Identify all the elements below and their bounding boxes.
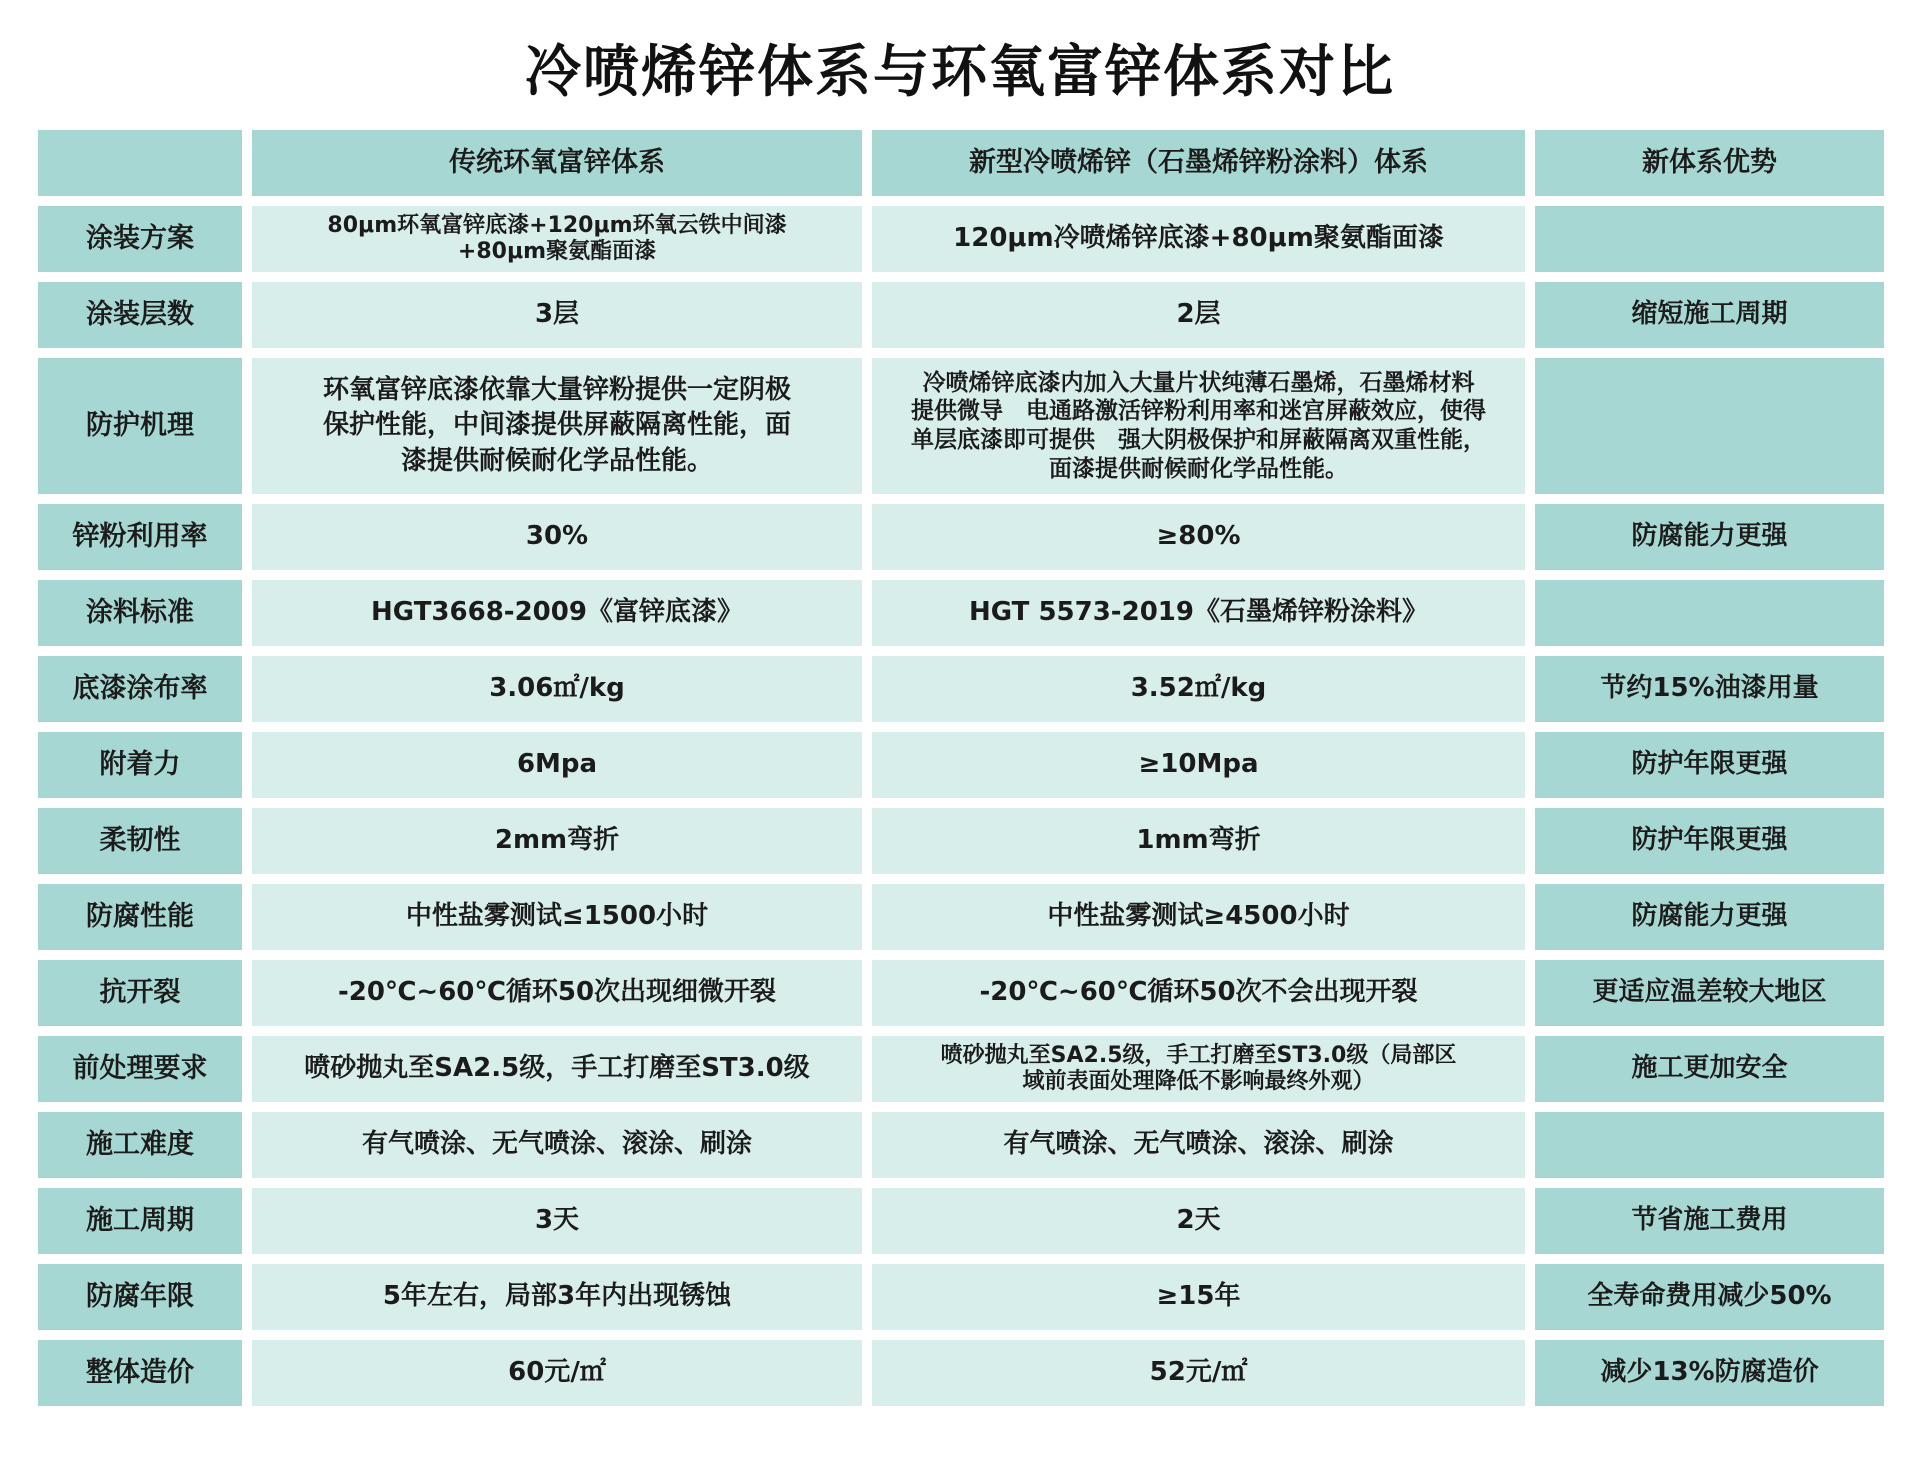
traditional-cell: 喷砂抛丸至SA2.5级，手工打磨至ST3.0级	[252, 1036, 862, 1102]
traditional-cell: 3层	[252, 282, 862, 348]
advantage-cell	[1535, 1112, 1884, 1178]
new-cell: -20℃~60℃循环50次不会出现开裂	[872, 960, 1525, 1026]
page-title: 冷喷烯锌体系与环氧富锌体系对比	[525, 40, 1395, 105]
advantage-cell	[1535, 206, 1884, 272]
traditional-cell: 环氧富锌底漆依靠大量锌粉提供一定阴极 保护性能，中间漆提供屏蔽隔离性能，面 漆提供耐候耐化学品性能。	[252, 358, 862, 494]
new-cell: 1mm弯折	[872, 808, 1525, 874]
traditional-cell: 6Mpa	[252, 732, 862, 798]
advantage-cell	[1535, 580, 1884, 646]
row-label: 底漆涂布率	[38, 656, 242, 722]
advantage-cell: 减少13%防腐造价	[1535, 1340, 1884, 1406]
row-label: 锌粉利用率	[38, 504, 242, 570]
new-cell: 3.52㎡/kg	[872, 656, 1525, 722]
advantage-cell: 缩短施工周期	[1535, 282, 1884, 348]
advantage-cell: 防护年限更强	[1535, 808, 1884, 874]
new-cell: 中性盐雾测试≥4500小时	[872, 884, 1525, 950]
traditional-cell: 80μm环氧富锌底漆+120μm环氧云铁中间漆 +80μm聚氨酯面漆	[252, 206, 862, 272]
row-label: 防腐年限	[38, 1264, 242, 1330]
new-cell: 2天	[872, 1188, 1525, 1254]
traditional-cell: 60元/㎡	[252, 1340, 862, 1406]
row-label: 涂装层数	[38, 282, 242, 348]
header-blank	[38, 130, 242, 196]
advantage-cell: 防腐能力更强	[1535, 884, 1884, 950]
row-label: 涂料标准	[38, 580, 242, 646]
header-traditional: 传统环氧富锌体系	[252, 130, 862, 196]
traditional-cell: 3.06㎡/kg	[252, 656, 862, 722]
traditional-cell: 中性盐雾测试≤1500小时	[252, 884, 862, 950]
advantage-cell: 全寿命费用减少50%	[1535, 1264, 1884, 1330]
advantage-cell: 节省施工费用	[1535, 1188, 1884, 1254]
new-cell: 52元/㎡	[872, 1340, 1525, 1406]
advantage-cell: 更适应温差较大地区	[1535, 960, 1884, 1026]
advantage-cell	[1535, 358, 1884, 494]
row-label: 防腐性能	[38, 884, 242, 950]
traditional-cell: -20℃~60℃循环50次出现细微开裂	[252, 960, 862, 1026]
advantage-cell: 节约15%油漆用量	[1535, 656, 1884, 722]
new-cell: 120μm冷喷烯锌底漆+80μm聚氨酯面漆	[872, 206, 1525, 272]
header-advantage: 新体系优势	[1535, 130, 1884, 196]
comparison-table	[38, 130, 1882, 1406]
new-cell: 2层	[872, 282, 1525, 348]
traditional-cell: HGT3668-2009《富锌底漆》	[252, 580, 862, 646]
traditional-cell: 5年左右，局部3年内出现锈蚀	[252, 1264, 862, 1330]
row-label: 柔韧性	[38, 808, 242, 874]
traditional-cell: 30%	[252, 504, 862, 570]
new-cell: ≥10Mpa	[872, 732, 1525, 798]
new-cell: 喷砂抛丸至SA2.5级，手工打磨至ST3.0级（局部区 域前表面处理降低不影响最终外观）	[872, 1036, 1525, 1102]
new-cell: 有气喷涂、无气喷涂、滚涂、刷涂	[872, 1112, 1525, 1178]
row-label: 附着力	[38, 732, 242, 798]
row-label: 施工难度	[38, 1112, 242, 1178]
traditional-cell: 2mm弯折	[252, 808, 862, 874]
row-label: 防护机理	[38, 358, 242, 494]
new-cell: 冷喷烯锌底漆内加入大量片状纯薄石墨烯，石墨烯材料 提供微导 电通路激活锌粉利用率和迷宫屏蔽效应，使得 单层底漆即可提供 强大阴极保护和屏蔽隔离双重性能， 面漆提供耐候耐化学品性能。	[872, 358, 1525, 494]
traditional-cell: 有气喷涂、无气喷涂、滚涂、刷涂	[252, 1112, 862, 1178]
header-new: 新型冷喷烯锌（石墨烯锌粉涂料）体系	[872, 130, 1525, 196]
row-label: 涂装方案	[38, 206, 242, 272]
advantage-cell: 防护年限更强	[1535, 732, 1884, 798]
row-label: 整体造价	[38, 1340, 242, 1406]
advantage-cell: 防腐能力更强	[1535, 504, 1884, 570]
new-cell: ≥80%	[872, 504, 1525, 570]
advantage-cell: 施工更加安全	[1535, 1036, 1884, 1102]
new-cell: HGT 5573-2019《石墨烯锌粉涂料》	[872, 580, 1525, 646]
new-cell: ≥15年	[872, 1264, 1525, 1330]
row-label: 前处理要求	[38, 1036, 242, 1102]
traditional-cell: 3天	[252, 1188, 862, 1254]
row-label: 抗开裂	[38, 960, 242, 1026]
row-label: 施工周期	[38, 1188, 242, 1254]
